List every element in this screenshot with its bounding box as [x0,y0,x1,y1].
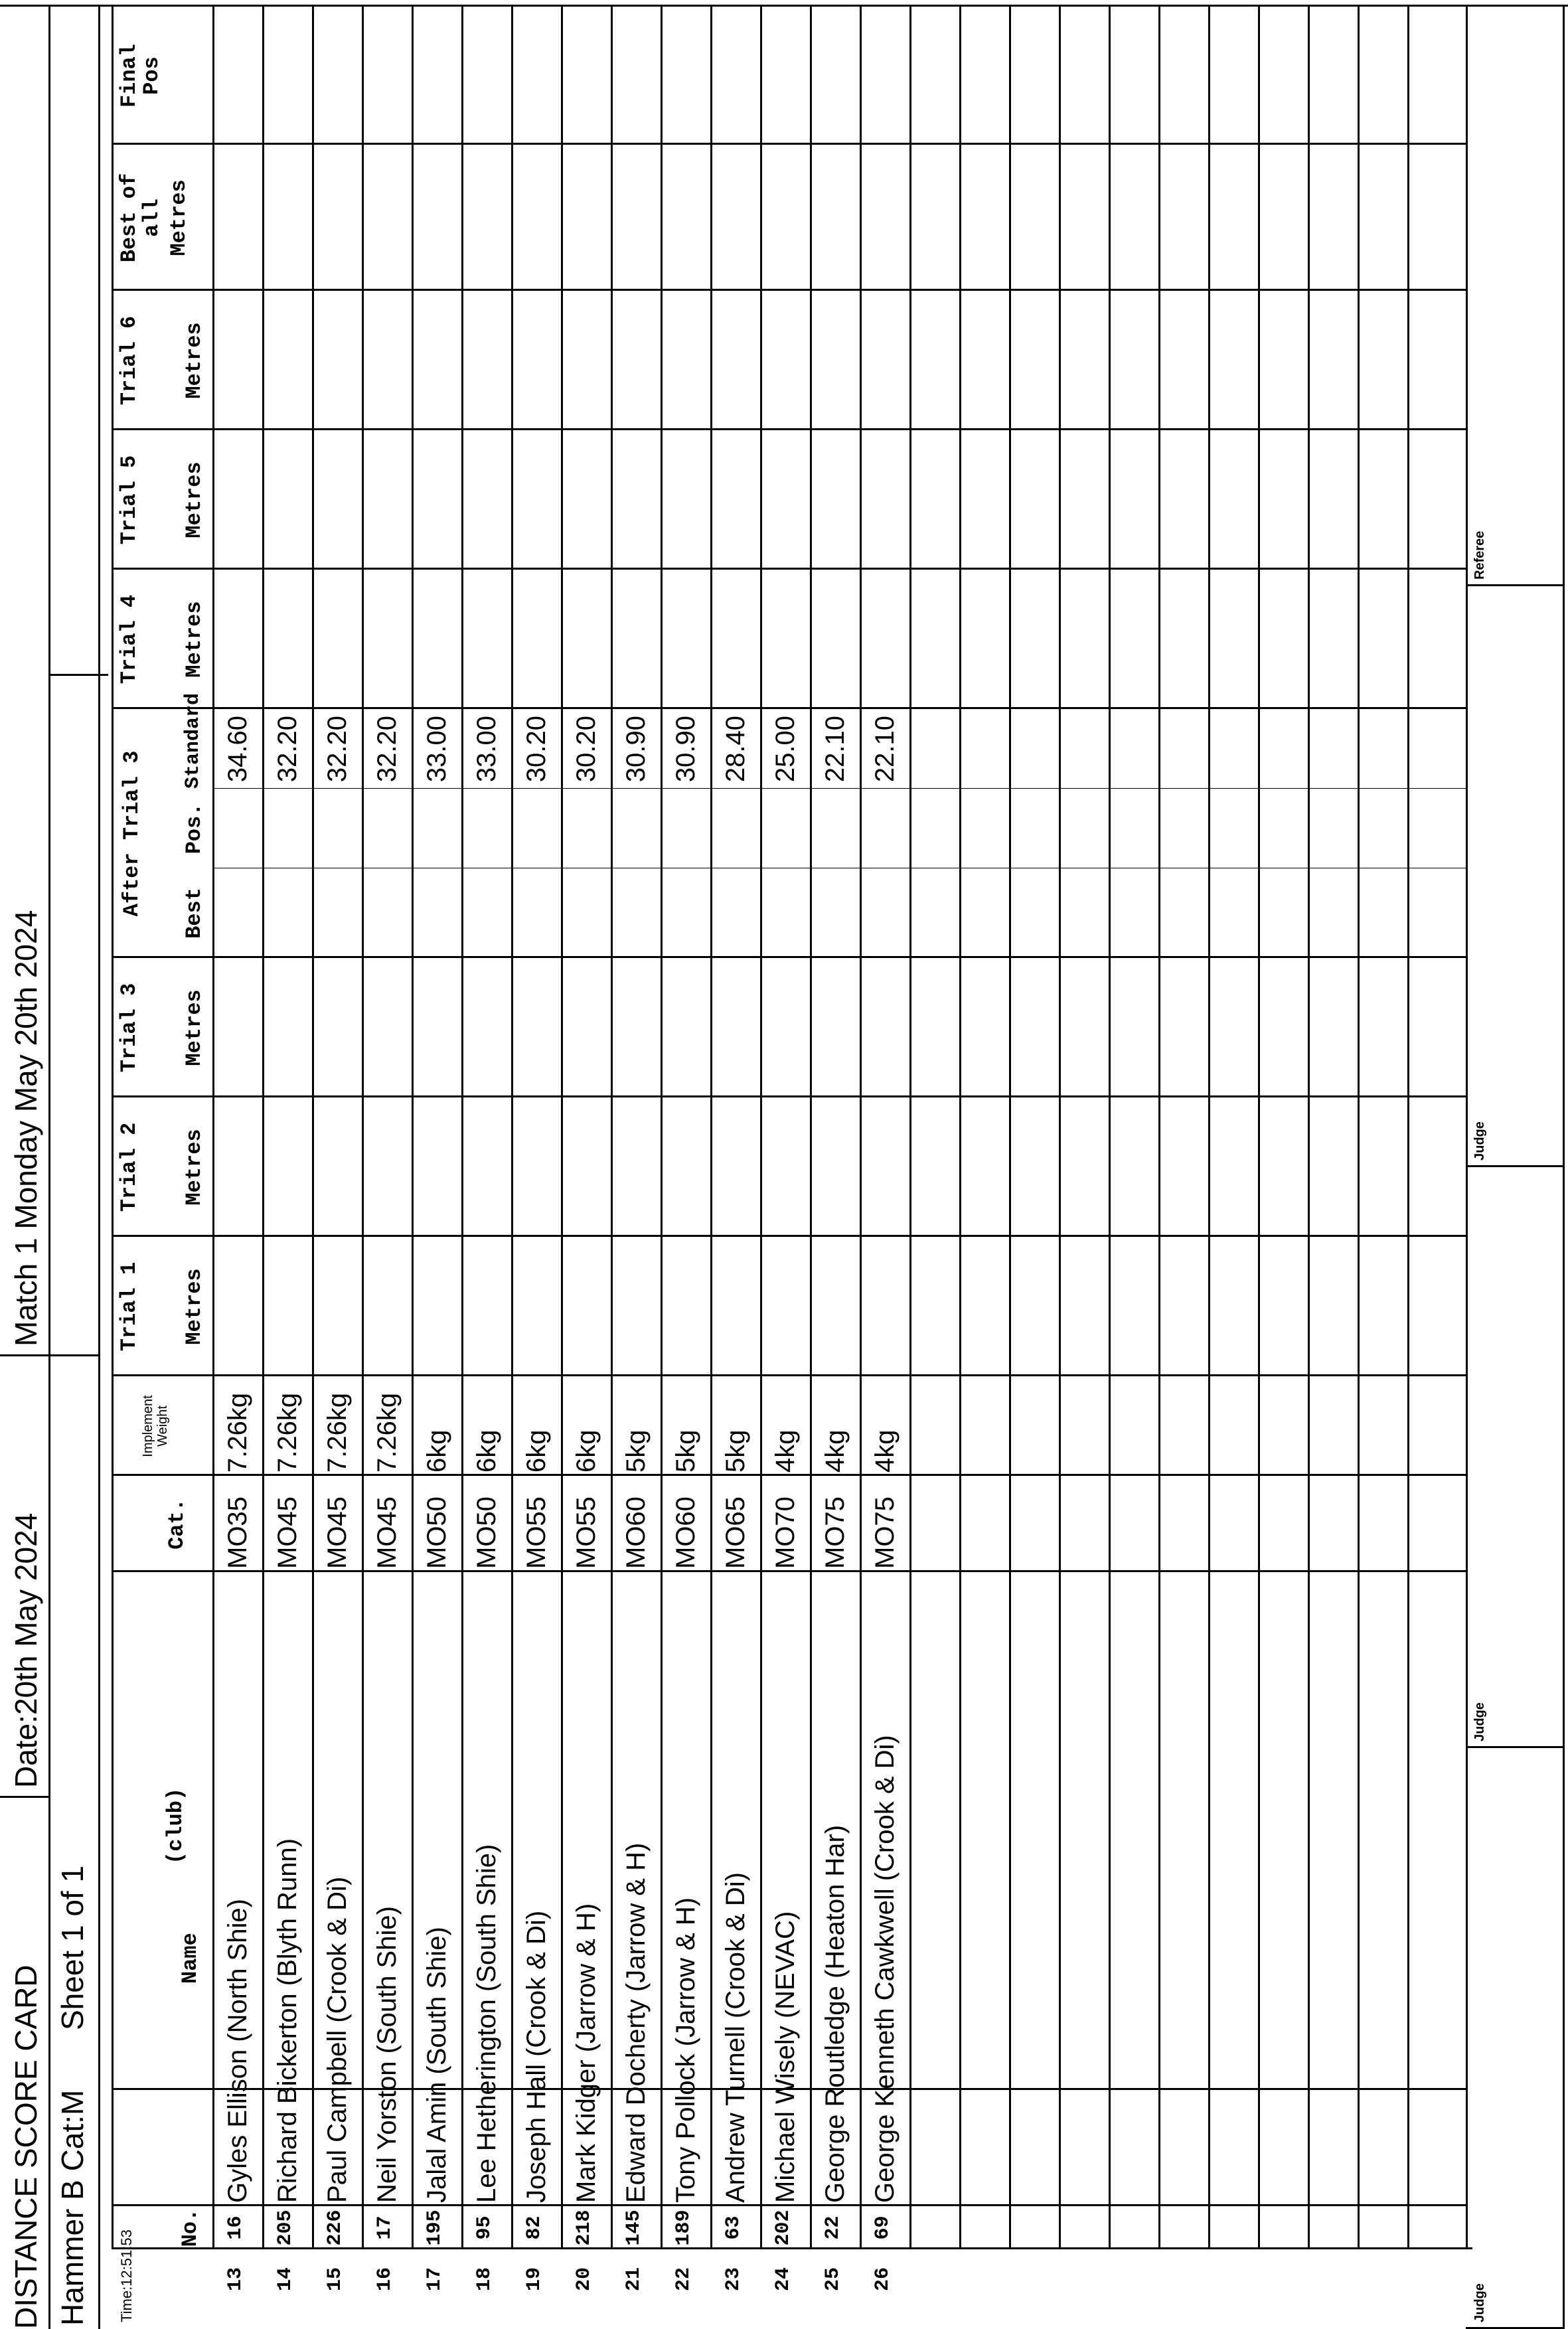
header-bottom-line [212,5,214,2249]
line-number: 23 [722,2267,745,2292]
header-final-pos [118,7,163,145]
row-line [1308,5,1310,2249]
header-trial6-metres: Metres [182,322,206,399]
line-number: 20 [573,2267,595,2292]
row-number: 145 [623,2209,645,2246]
sheet-right-edge [0,5,1568,7]
col-line [112,289,1466,291]
card-match: Match 1 Monday May 20th 2024 [9,910,43,1346]
line-number: 26 [872,2267,894,2292]
header-trial2-metres: Metres [182,1129,206,1206]
line-number: 24 [772,2267,795,2292]
participant-cat: MO35 [223,1496,252,1569]
row-line [1258,5,1260,2249]
line-number: 15 [324,2267,347,2292]
row-line [661,5,663,2249]
implement-weight: 6kg [472,1429,501,1473]
standard-value: 33.00 [422,715,451,783]
header-after-standard: Standard [182,692,204,789]
card-sheet-number: Sheet 1 of 1 [55,1865,90,2030]
line-number: 18 [473,2267,496,2292]
col-line [112,1374,1466,1376]
header-after-best: Best [182,888,206,939]
participant-cat: MO60 [621,1496,651,1569]
table-top-border [112,5,114,2249]
participant-cat: MO45 [323,1496,352,1569]
standard-value: 22.10 [870,715,900,783]
row-line [710,5,712,2249]
row-line [312,5,314,2249]
col-line [112,428,1466,430]
participant-name: Jalal Amin (South Shie) [422,1927,451,2203]
col-line [112,1570,1466,1572]
implement-weight: 6kg [422,1429,451,1473]
participant-cat: MO55 [522,1496,551,1569]
participant-name: Tony Pollock (Jarrow & H) [671,1897,700,2203]
row-number: 189 [672,2209,695,2246]
line-number: 22 [672,2267,695,2292]
row-number: 95 [473,2215,496,2240]
sig-box-sep [1466,1165,1563,1167]
sheet-bottom-line [1563,5,1565,2329]
card-event: Hammer B Cat:M [55,2089,90,2326]
row-line [860,5,862,2249]
row-line [1358,5,1360,2249]
header-trial4-metres: Metres [182,601,206,678]
standard-value: 25.00 [771,715,800,783]
header-trial3-metres: Metres [182,989,206,1066]
participant-cat: MO50 [422,1496,451,1569]
standard-value: 30.90 [621,715,651,783]
sig-box-sep [1466,1746,1563,1748]
header-trial3: Trial 3 [117,983,141,1073]
signature-label-judge: Judge [1472,1702,1487,1741]
row-line [1059,5,1061,2249]
row-number: 218 [573,2209,595,2246]
standard-value: 32.20 [273,715,302,783]
row-number: 205 [274,2209,297,2246]
header-trial1-metres: Metres [182,1268,206,1345]
header-final-line2: Pos [139,56,164,95]
col-line [112,568,1466,570]
standard-value: 30.20 [572,715,601,783]
participant-cat: MO60 [671,1496,700,1569]
row-number: 16 [224,2215,247,2240]
title-sep-4 [48,674,98,676]
line-number: 14 [274,2267,297,2292]
line-number: 17 [424,2267,446,2292]
card-title: DISTANCE SCORE CARD [9,1965,43,2329]
row-number: 202 [772,2209,795,2246]
title-tick [98,674,108,676]
standard-value: 30.90 [671,715,700,783]
implement-weight: 5kg [621,1429,651,1473]
row-line [760,5,762,2249]
title-divider [48,5,50,2329]
participant-name: Mark Kidger (Jarrow & H) [572,1903,601,2203]
row-number: 22 [822,2215,844,2240]
col-line [112,143,1466,145]
header-implement-weight [141,1376,170,1476]
standard-value: 22.10 [821,715,850,783]
title-sep-3 [48,1354,98,1356]
header-trial1: Trial 1 [117,1261,141,1352]
row-number: 63 [722,2215,745,2240]
row-number: 195 [424,2209,446,2246]
row-line [1109,5,1111,2249]
row-line [412,5,414,2249]
line-number: 21 [623,2267,645,2292]
header-after-pos: Pos. [182,803,206,854]
line-number: 25 [822,2267,844,2292]
card-date: Date:20th May 2024 [9,1512,43,1788]
row-line [262,5,264,2249]
header-best-of-all-line2: all [139,199,164,237]
row-number: 226 [324,2209,347,2246]
implement-weight: 7.26kg [223,1392,252,1473]
header-trial5-metres: Metres [182,461,206,538]
col-line [112,956,1466,958]
participant-cat: MO50 [472,1496,501,1569]
col-line [112,1235,1466,1237]
header-best-of-all [118,145,191,291]
participant-name: Lee Hetherington (South Shie) [472,1844,501,2203]
line-number: 16 [374,2267,396,2292]
line-number: 13 [224,2267,247,2292]
row-line [1009,5,1011,2249]
title-bottom-line [98,5,100,2329]
implement-weight: 6kg [572,1429,601,1473]
row-number: 17 [374,2215,396,2240]
participant-name: Gyles Ellison (North Shie) [223,1899,252,2203]
standard-value: 34.60 [223,715,252,783]
header-trial2: Trial 2 [117,1122,141,1212]
row-line [909,5,911,2249]
title-sep-1 [0,1796,48,1798]
implement-weight: 5kg [721,1429,750,1473]
row-line [1208,5,1210,2249]
participant-name: Edward Docherty (Jarrow & H) [621,1842,651,2203]
participant-name: Richard Bickerton (Blyth Runn) [273,1838,302,2203]
row-line [1158,5,1160,2249]
row-line [461,5,463,2249]
participant-name: Neil Yorston (South Shie) [372,1906,402,2203]
implement-weight: 5kg [671,1429,700,1473]
header-implement-line1: Implement [141,1395,155,1457]
line-number: 19 [523,2267,546,2292]
implement-weight: 7.26kg [372,1392,402,1473]
standard-value: 33.00 [472,715,501,783]
implement-weight: 4kg [771,1429,800,1473]
row-line [362,5,364,2249]
implement-weight: 6kg [522,1429,551,1473]
header-no: No. [178,2208,202,2247]
implement-weight: 7.26kg [273,1392,302,1473]
participant-cat: MO75 [821,1496,850,1569]
header-final-line1: Final [117,44,141,108]
participant-cat: MO45 [372,1496,402,1569]
participant-cat: MO55 [572,1496,601,1569]
row-number: 82 [523,2215,546,2240]
participant-name: Andrew Turnell (Crook & Di) [721,1872,750,2203]
participant-name: Joseph Hall (Crook & Di) [522,1910,551,2203]
standard-value: 32.20 [372,715,402,783]
header-trial5: Trial 5 [117,455,141,545]
participant-cat: MO65 [721,1496,750,1569]
col-line [112,1095,1466,1097]
header-best-of-all-line1: Best of [117,173,141,263]
participant-cat: MO45 [273,1496,302,1569]
header-trial4: Trial 4 [117,594,141,684]
signature-label-judge: Judge [1472,1121,1487,1161]
header-club: (club) [163,1787,188,1864]
signature-label-referee: Referee [1472,530,1487,580]
title-sep-2 [0,1354,48,1356]
sig-box-sep [1466,584,1563,586]
row-line [511,5,513,2249]
implement-weight: 4kg [870,1429,900,1473]
participant-name: George Routledge (Heaton Har) [821,1824,850,2203]
standard-value: 28.40 [721,715,750,783]
row-line [561,5,563,2249]
participant-name: Paul Campbell (Crook & Di) [323,1876,352,2203]
header-best-of-all-metres: Metres [167,179,192,256]
participant-name: George Kenneth Cawkwell (Crook & Di) [870,1735,900,2203]
header-trial6: Trial 6 [117,315,141,406]
card-time: Time:12:51:53 [118,2229,135,2322]
table-bottom-border [1466,5,1468,2249]
row-line [1407,5,1409,2249]
standard-value: 30.20 [522,715,551,783]
implement-weight: 4kg [821,1429,850,1473]
implement-weight: 7.26kg [323,1392,352,1473]
header-implement-line2: Weight [155,1405,170,1447]
standard-value: 32.20 [323,715,352,783]
row-line [611,5,613,2249]
row-line [810,5,812,2249]
col-line [112,1474,1466,1476]
row-line [959,5,961,2249]
participant-name: Michael Wisely (NEVAC) [771,1911,800,2203]
signature-label-judge: Judge [1472,2283,1487,2322]
header-name: Name [178,1933,202,1984]
header-cat: Cat. [165,1498,189,1550]
header-after-trial3: After Trial 3 [119,750,144,917]
row-number: 69 [872,2215,894,2240]
participant-cat: MO75 [870,1496,900,1569]
participant-cat: MO70 [771,1496,800,1569]
